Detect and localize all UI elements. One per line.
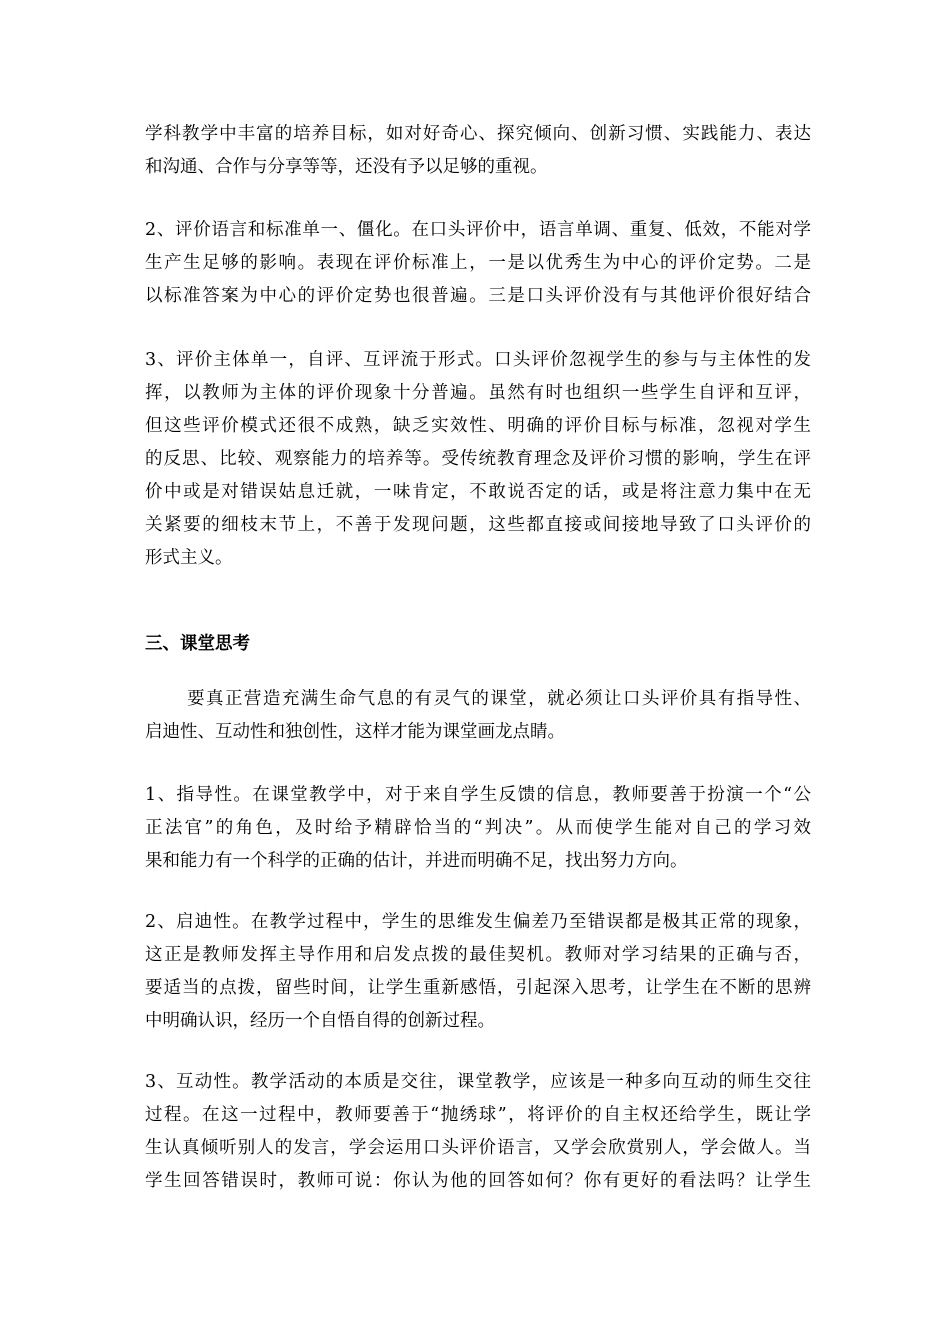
text-line: 1、指导性。在课堂教学中，对于来自学生反馈的信息，教师要善于扮演一个“公 [145,785,811,805]
paragraph-classroom-intro [145,683,811,749]
text-line: 正法官”的角色，及时给予精辟恰当的“判决”。从而使学生能对自己的学习效 [145,818,811,838]
paragraph-goals-neglected [145,118,811,184]
text-line: 以标准答案为中心的评价定势也很普遍。三是口头评价没有与其他评价很好结合 [145,286,811,306]
text-line: 这正是教师发挥主导作用和启发点拨的最佳契机。教师对学习结果的正确与否， [145,945,811,965]
text-line: 启迪性、互动性和独创性，这样才能为课堂画龙点睛。 [145,722,565,742]
section-heading: 三、课堂思考 [145,634,250,654]
text-line: 学生回答错误时，教师可说：你认为他的回答如何？你有更好的看法吗？让学生 [145,1171,811,1191]
text-line: 生认真倾听别人的发言，学会运用口头评价语言，又学会欣赏别人，学会做人。当 [145,1138,811,1158]
text-line: 和沟通、合作与分享等等，还没有予以足够的重视。 [145,157,548,177]
text-line: 关紧要的细枝末节上，不善于发现问题，这些都直接或间接地导致了口头评价的 [145,515,811,535]
text-line: 但这些评价模式还很不成熟，缺乏实效性、明确的评价目标与标准，忽视对学生 [145,416,811,436]
text-line: 形式主义。 [145,548,233,568]
text-line: 要真正营造充满生命气息的有灵气的课堂，就必须让口头评价具有指导性、 [145,689,811,709]
text-line: 学科教学中丰富的培养目标，如对好奇心、探究倾向、创新习惯、实践能力、表达 [145,124,811,144]
text-line: 3、评价主体单一，自评、互评流于形式。口头评价忽视学生的参与与主体性的发 [145,350,811,370]
text-line: 过程。在这一过程中，教师要善于“抛绣球”，将评价的自主权还给学生，既让学 [145,1105,811,1125]
text-line: 生产生足够的影响。表现在评价标准上，一是以优秀生为中心的评价定势。二是 [145,253,811,273]
text-line: 要适当的点拨，留些时间，让学生重新感悟，引起深入思考，让学生在不断的思辨 [145,978,811,998]
text-line: 价中或是对错误姑息迁就，一味肯定，不敢说否定的话，或是将注意力集中在无 [145,482,811,502]
text-line: 3、互动性。教学活动的本质是交往，课堂教学，应该是一种多向互动的师生交往 [145,1072,811,1092]
text-line: 挥，以教师为主体的评价现象十分普遍。虽然有时也组织一些学生自评和互评， [145,383,811,403]
paragraph-evaluation-subject [145,344,811,575]
paragraph-interaction [145,1066,811,1198]
paragraph-inspiration [145,906,811,1038]
paragraph-guidance [145,779,811,878]
text-line: 的反思、比较、观察能力的培养等。受传统教育理念及评价习惯的影响，学生在评 [145,449,811,469]
paragraph-evaluation-language [145,214,811,313]
text-line: 果和能力有一个科学的正确的估计，并进而明确不足，找出努力方向。 [145,851,688,871]
text-line: 2、启迪性。在教学过程中，学生的思维发生偏差乃至错误都是极其正常的现象， [145,912,811,932]
text-line: 中明确认识，经历一个自悟自得的创新过程。 [145,1011,495,1031]
text-line: 2、评价语言和标准单一、僵化。在口头评价中，语言单调、重复、低效，不能对学 [145,220,811,240]
